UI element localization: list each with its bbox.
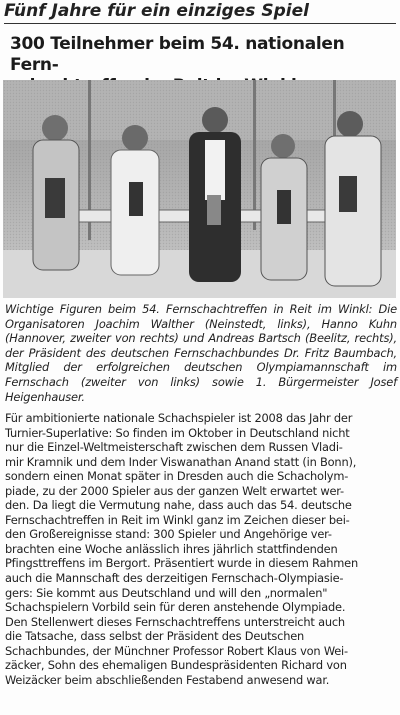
- body-line: auch die Mannschaft des derzeitigen Fernschach-Olympiasie-: [5, 571, 344, 586]
- body-line: brachten eine Woche anlässlich ihres jährlich stattfindenden: [5, 541, 338, 556]
- person-5: [325, 111, 381, 286]
- body-line: Den Stellenwert dieses Fernschachtreffens unterstreicht auch: [5, 614, 345, 629]
- body-line: Pfingsttreffens im Bergort. Präsentiert wurde in diesem Rahmen: [5, 556, 359, 571]
- headline-line-1: 300 Teilnehmer beim 54. nationalen Fern-: [10, 34, 345, 75]
- body-line: Schachspielern Vorbild sein für deren anstehende Olympiade.: [5, 600, 346, 615]
- body-line: piade, zu der 2000 Spieler aus der ganzen Welt erwartet wer-: [5, 483, 344, 498]
- body-line: zäcker, Sohn des ehemaligen Bundespräsidenten Richard von: [5, 658, 347, 673]
- body-line: Für ambitionierte nationale Schachspieler ist 2008 das Jahr der: [5, 411, 353, 425]
- body-line: Weizäcker beim abschließenden Festabend anwesend war.: [5, 672, 330, 687]
- body-line: sondern einen Monat später in Dresden auch die Schacholym-: [5, 469, 349, 484]
- body-line: nur die Einzel-Weltmeisterschaft zwischen dem Russen Vladi-: [5, 440, 343, 455]
- body-line: Turnier-Superlative: So finden im Oktober in Deutschland nicht: [5, 425, 350, 440]
- group-photo: [3, 80, 396, 298]
- body-line: gers: Sie kommt aus Deutschland und will den „normalen": [5, 585, 328, 600]
- body-line: den Großereignisse stand: 300 Spieler und Angehörige ver-: [5, 527, 332, 542]
- body-line: den. Da liegt die Vermutung nahe, dass auch das 54. deutsche: [5, 498, 352, 513]
- body-line: Schachbundes, der Münchner Professor Robert Klaus von Wei-: [5, 643, 348, 658]
- article-body: [5, 411, 396, 687]
- article-kicker: Fünf Jahre für ein einziges Spiel: [4, 0, 396, 24]
- body-line: die Tatsache, dass selbst der Präsident des Deutschen: [5, 629, 305, 644]
- body-line: mir Kramnik und dem Inder Viswanathan Anand statt (in Bonn),: [5, 454, 357, 469]
- person-3: [189, 107, 241, 282]
- group-photo-icon: [3, 80, 396, 298]
- body-line: Fernschachtreffen in Reit im Winkl ganz im Zeichen dieser bei-: [5, 512, 350, 527]
- photo-caption: Wichtige Figuren beim 54. Fernschachtreffen in Reit im Winkl: Die Organisatoren Joachim Walther (Neinstedt, links), Hanno Kuhn (Hannover, zweiter von rechts) und Andreas Bartsch (Beelitz, rechts), der Präsident des deutschen Fernschachbundes Dr. Fritz Baumbach, Mitglied der erfolgreichen deutschen Olympiamannschaft im Fernschach (zweiter von links) sowie 1. Bürgermeister Josef Heigenhauser.: [5, 302, 397, 404]
